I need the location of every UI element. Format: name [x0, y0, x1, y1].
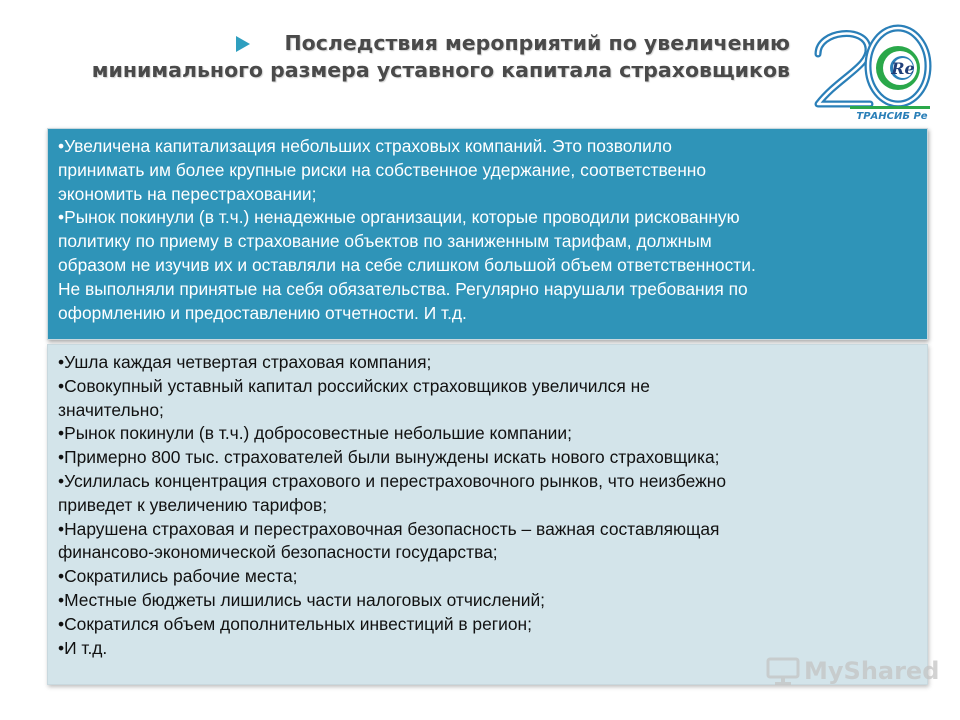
- positive-effects-box: [47, 128, 928, 340]
- logo-caption: ТРАНСИБ Ре: [856, 111, 928, 122]
- negative-item: •Ушла каждая четвертая страховая компания;: [58, 352, 432, 372]
- negative-item: •Нарушена страховая и перестраховочная безопасность – важная составляющая финансово-экономической безопасности государства;: [58, 518, 720, 563]
- company-logo: [808, 18, 936, 122]
- watermark-text: MyShared: [804, 657, 940, 685]
- negative-item: •Усилилась концентрация страхового и перестраховочного рынков, что неизбежно приведет к увеличению тарифов;: [58, 470, 727, 515]
- negative-item: •Совокупный уставный капитал российских страховщиков увеличился не значительно;: [58, 375, 650, 420]
- negative-item: •Рынок покинули (в т.ч.) добросовестные небольшие компании;: [58, 423, 572, 444]
- slide-title: Последствия мероприятий по увеличению минимального размера уставного капитала страховщиков: [91, 31, 790, 82]
- negative-item: •Сократился объем дополнительных инвестиций в регион;: [58, 613, 532, 634]
- positive-item: •Рынок покинули (в т.ч.) ненадежные организации, которые проводили рискованную политику по приему в страхование объектов по заниженным тарифам, должным образом не изучив их и оставляли на себе слишком большой объем ответственности. Не выполняли принятые на себя обязательства. Регулярно нарушали требования по оформлению и предоставлению отчетности. И т.д.: [58, 207, 756, 323]
- positive-item: •Увеличена капитализация небольших страховых компаний. Это позволило принимать им более крупные риски на собственное удержание, соответственно экономить на перестраховании;: [58, 136, 707, 204]
- negative-item: •И т.д.: [58, 637, 108, 658]
- negative-item: •Сократились рабочие места;: [58, 566, 298, 587]
- presentation-icon: [766, 656, 800, 686]
- negative-item: •Местные бюджеты лишились части налоговых отчислений;: [58, 589, 546, 610]
- negative-effects-box: [47, 344, 928, 685]
- logo-text: Re: [891, 59, 915, 78]
- watermark: [766, 656, 939, 686]
- negative-item: •Примерно 800 тыс. страхователей были вынуждены искать нового страховщика;: [58, 447, 720, 468]
